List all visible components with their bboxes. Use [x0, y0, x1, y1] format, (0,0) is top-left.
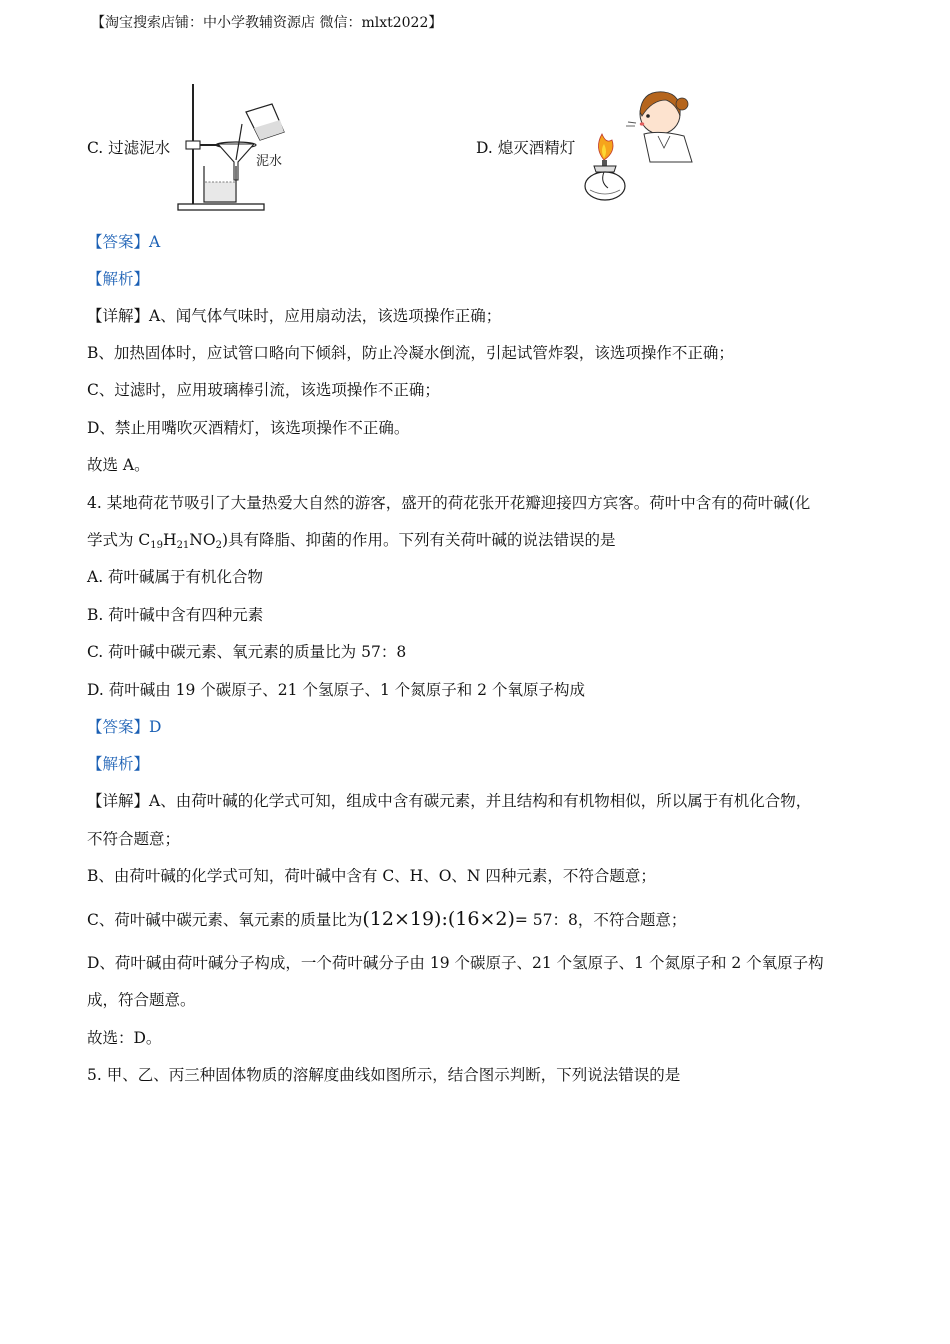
q4-detail-d-line-2: 成，符合题意。 [87, 991, 196, 1009]
q3-analysis-heading: 【解析】 [87, 270, 150, 288]
q4-option-b: B. 荷叶碱中含有四种元素 [87, 606, 264, 624]
extinguish-alcohol-lamp-figure [580, 86, 696, 206]
q4-stem-line-2: 学式为 $C_{19}H_{21}NO_2$)具有降脂、抑菌的作用。下列有关荷叶碱的说法错误的是 [87, 531, 616, 551]
q3-answer: 【答案】A [87, 233, 161, 251]
q4-option-d: D. 荷叶碱由 19 个碳原子、21 个氢原子、1 个氮原子和 2 个氧原子构成 [87, 681, 585, 699]
page-header: 【淘宝搜索店铺：中小学教辅资源店 微信：mlxt2022】 [91, 15, 443, 31]
q3-detail-line: B、加热固体时，应试管口略向下倾斜，防止冷凝水倒流，引起试管炸裂，该选项操作不正确； [87, 344, 734, 362]
figure-c-caption: 泥水 [256, 154, 283, 169]
q3-detail-line: 【详解】A、闻气体气味时，应用扇动法，该选项操作正确； [87, 307, 502, 325]
q4-detail-d-line-1: D、荷叶碱由荷叶碱分子构成，一个荷叶碱分子由 19 个碳原子、21 个氢原子、1 个氮原子和 2 个氧原子构 [87, 954, 824, 972]
q3-choose: 故选 A。 [87, 456, 150, 474]
filtration-apparatus-figure [176, 82, 288, 214]
q5-stem: 5. 甲、乙、丙三种固体物质的溶解度曲线如图所示，结合图示判断，下列说法错误的是 [87, 1066, 681, 1084]
option-c-label: C. 过滤泥水 [87, 139, 171, 157]
mass-ratio-formula: (12×19):(16×2) [362, 908, 515, 930]
q4-choose: 故选：D。 [87, 1029, 162, 1047]
q4-option-a: A. 荷叶碱属于有机化合物 [87, 568, 264, 586]
q3-detail-line: C、过滤时，应用玻璃棒引流，该选项操作不正确； [87, 381, 440, 399]
option-d-label: D. 熄灭酒精灯 [476, 139, 576, 157]
q4-option-c: C. 荷叶碱中碳元素、氧元素的质量比为 57：8 [87, 643, 407, 661]
q4-detail-a-line-2: 不符合题意； [87, 830, 181, 848]
q4-stem-line-1: 4. 某地荷花节吸引了大量热爱大自然的游客，盛开的荷花张开花瓣迎接四方宾客。荷叶中含有的荷叶碱(化 [87, 494, 811, 512]
q4-answer: 【答案】D [87, 718, 162, 736]
q4-detail-b: B、由荷叶碱的化学式可知，荷叶碱中含有 C、H、O、N 四种元素，不符合题意； [87, 867, 656, 885]
q4-detail-c: C、荷叶碱中碳元素、氧元素的质量比为(12×19):(16×2)= 57：8，不符合题意； [87, 908, 687, 930]
q4-analysis-heading: 【解析】 [87, 755, 150, 773]
q3-detail-line: D、禁止用嘴吹灭酒精灯，该选项操作不正确。 [87, 419, 410, 437]
q4-detail-a-line-1: 【详解】A、由荷叶碱的化学式可知，组成中含有碳元素，并且结构和有机物相似，所以属于有机化合物， [87, 792, 812, 810]
